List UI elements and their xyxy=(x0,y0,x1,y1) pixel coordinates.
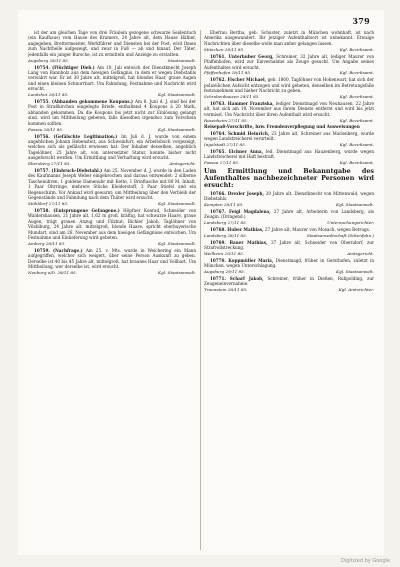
notice-lead: 10763. Hammer Franziska, xyxy=(210,100,276,106)
notice-authority: Kgl. Bezirksamt. xyxy=(339,93,374,99)
notice-footer xyxy=(204,70,374,75)
notice-paragraph xyxy=(28,65,196,92)
notice-text: Dienstmagd, früher in Gersthofen, zuletzt in München, wegen Unterschlagung. xyxy=(204,257,374,269)
notice-place-date: Passau 27/11 85. xyxy=(204,160,240,166)
notice-text: ist der am gleichen Tage von drei Fräulein gezogene schwarze Seidentuch (ein Kaufhaus) vom Hause des Kramers, 24 Jahre alt, dem Hause Häfner, angegeben, Brettermeister, Werkführer und Diensten bei der Post, wird Ihnen zum Nachtheile aufgezeigt, und zwar in Fuß — ab und hinauf. Der Täter, jedenfalls ein junger Bursche, ist zu ermitteln und Anzeige zu erstatten. xyxy=(28,30,196,57)
notice-place-date: Ebersberg 27/11 85. xyxy=(28,161,71,167)
notice-authority: Kgl. Staatsanwalt. xyxy=(158,270,196,276)
notice-place-date: München 28/11 85. xyxy=(204,46,245,52)
notice-footer xyxy=(28,92,196,97)
notice-footer xyxy=(204,160,374,165)
notice-paragraph xyxy=(204,240,374,251)
notice-text: Am 25. v. Mts. wurde in Weichering ein Mann aufgegriffen, welcher sich weigert, über seine Person Auskunft zu geben. Derselbe ist 40 bis 45 Jahre alt, mittelgroß, hat braunes Haar und Vollbart. Um Mittheilung, wer derselbe ist, wird ersucht. xyxy=(28,247,196,270)
notice-place-date: Ingolstadt 27/11 85. xyxy=(204,142,247,148)
notice-footer xyxy=(28,58,196,63)
notice-place-date: Mühldorf 27/11 85. xyxy=(28,201,69,207)
notice-lead: 10759. (Nachfrage.) xyxy=(34,247,86,253)
notice-footer xyxy=(28,270,196,275)
notice-paragraph xyxy=(204,149,374,160)
notice-footer xyxy=(28,127,196,132)
notice-authority: Kgl. Staatsanwalt. xyxy=(158,241,196,247)
notice-place-date: Neuburg a/D. 28/11 85. xyxy=(28,270,77,276)
notice-lead: 10761. Unterhuber Georg, xyxy=(210,53,277,59)
notice-text: Am 8. Juni d. J. sind bei der Post in Straßkirchen eingelegte Briefe, enthaltend 4 Koupons à 20 Mark, abhanden gekommen. Da die Koupons bis jetzt nicht zur Einlösung gelangt sind, wird um Mittheilung gebeten, falls dieselben irgendwo zum Vorschein kommen sollten. xyxy=(28,99,196,126)
notice-paragraph xyxy=(28,134,196,161)
notice-paragraph xyxy=(28,248,196,270)
notice-lead: 10755. (Abhanden gekommene Koupons.) xyxy=(34,99,135,104)
notice-text: 27 Jahre alt, Arbeiterin von Landsberg, als Zeugin. (Dringend.) xyxy=(204,208,374,220)
notice-lead: 10769. Bauer Mathias, xyxy=(210,239,271,245)
notice-paragraph xyxy=(204,209,374,220)
notice-place-date: Landsberg 27/11 85. xyxy=(204,220,248,226)
notice-paragraph xyxy=(28,99,196,126)
notice-authority: Kgl. Staatsanwalt. xyxy=(336,269,374,274)
notice-text: led. Dienstmagd aus Hauzenberg, wurde wegen Landstreicherei mit Haft bestraft. xyxy=(204,148,374,160)
right-column xyxy=(204,30,374,550)
notice-text: Schreiner, 32 Jahre alt, lediger Maurer von Pfaffenhofen, wird zur Einvernahme als Zeuge gesucht. Um Angabe seines Aufenthaltes wird ersucht. xyxy=(204,53,374,70)
notice-place-date: Pfaffenhofen 28/11 85. xyxy=(204,70,252,76)
notice-footer xyxy=(204,142,374,147)
notice-paragraph xyxy=(204,30,374,46)
notice-place-date: Rosenheim 27/11 85. xyxy=(204,117,248,123)
notice-lead: 10770. Koppmüller Maria, xyxy=(210,257,276,263)
notice-paragraph xyxy=(204,191,374,202)
notice-lead: 10762. Fischer Michael, xyxy=(210,77,268,83)
notice-lead: 10766. Drexler Joseph, xyxy=(210,190,266,196)
notice-lead: 10764. Schmid Heinrich, xyxy=(210,130,272,136)
notice-text: Höpfner Konrad, Schneider von Waldershausen, 21 Jahre alt, 1,62 m groß, kräftig, hat schwarze Haare, graue Augen, trägt grauen Anzug und Filzhut; Bichler Jakob, Taglöhner von Vilsbiburg, 24 Jahre alt, mittelgroß, blonde Haare, spricht oberbayerische Mundart, sind am 26. November aus dem hiesigen Gefängnisse entwichen. Um Festnahme und Einlieferung wird gebeten. xyxy=(28,207,196,241)
notice-lead: 10757. (Einbruch-Diebstahl.) xyxy=(34,168,104,173)
notice-place-date: Landsberg 28/11 85. xyxy=(204,232,248,238)
notice-text: lediger Dienstmagd von Neuhausen, 22 Jahre alt, hat sich am 18. November aus ihrem Dienste entfernt und wird bis jetzt vermisst. Um Nachricht über ihren Aufenthalt wird ersucht. xyxy=(204,100,374,117)
notice-text: 20 Jahre alt, Dienstknecht von Mittenwald, wegen Diebstahls. xyxy=(204,190,374,202)
notice-authority: Kgl. Staatsanwalt. xyxy=(158,126,196,132)
notice-footer xyxy=(28,241,196,246)
notice-footer xyxy=(204,269,374,274)
notice-authority: Untersuchungsrichter. xyxy=(327,220,374,226)
notice-paragraph xyxy=(28,208,196,241)
notice-lead: 10754. (Flüchtiger Dieb.) xyxy=(34,64,97,70)
notice-text: 23 Jahre alt, Schreiner aus Marienberg, wurde wegen Landstreicherei verurteilt. xyxy=(204,130,374,142)
notice-footer xyxy=(204,118,374,123)
notice-lead: 10767. Feigl Magdalena, xyxy=(210,208,274,214)
notice-authority: Kgl. Bezirksamt. xyxy=(339,160,374,166)
notice-place-date: Passau 28/11 85. xyxy=(28,126,64,132)
notice-place-date: Augsburg 29/11 85. xyxy=(204,269,246,274)
notice-place-date: Weilheim 29/11 85. xyxy=(204,250,245,256)
notice-lead: 10765. Eichner Anna, xyxy=(210,148,266,154)
notice-text: Am 25. November d. J. wurde in den Laden des Kaufmanns Joseph Weber eingebrochen und daraus entwendet: 2 silberne Taschenuhren, 1 goldene Damenuhr mit Kette, 1 Brieftasche mit 80 M. Inhalt, 1 Paar Ohrringe, mehrere Stücke Kleiderstoff, 3 Paar Stiefel und ein Regenschirm. Vor Ankauf wird gewarnt; um Mittheilung über den Verbleib der Gegenstände und Fahndung nach dem Thäter wird ersucht. xyxy=(28,168,196,201)
notice-lead: 10758. (Entsprungene Gefangene.) xyxy=(34,207,124,213)
notice-place-date: Amberg 28/11 85. xyxy=(28,241,66,247)
notice-place-date: Schrobenhausen 28/11 85. xyxy=(204,93,260,99)
notice-authority: Amtsgericht. xyxy=(347,250,374,256)
notice-authority: Amtsgericht. xyxy=(169,161,196,167)
notice-authority: Staatsanwalt. xyxy=(167,57,196,63)
notice-place-date: Landshut 28/11 85. xyxy=(28,92,69,98)
newspaper-page xyxy=(18,10,384,555)
notice-paragraph xyxy=(204,258,374,269)
notice-authority: Kgl. Bezirksamt. xyxy=(339,142,374,148)
notice-authority: Staatsanwaltschaft (Sittenfahn.) xyxy=(306,232,374,238)
notice-text: Am 10. Juli entwich der Dienstknecht Joseph Lang von Bannholz aus dem hiesigen Gefängnis, in dem er wegen Diebstahls verwahrt war. Er ist 30 Jahre alt, mittelgroß, hat blondes Haar, graue Augen und einen kleinen Schnurrbart. Um Fahndung, Festnahme und Nachricht wird ersucht. xyxy=(28,64,196,92)
notice-paragraph xyxy=(204,276,374,287)
notice-authority: Kgl. Staatsanwalt. xyxy=(158,201,196,207)
notice-footer xyxy=(28,201,196,206)
notice-paragraph xyxy=(28,30,196,57)
google-watermark: Digitized by Google xyxy=(341,558,390,564)
notice-authority: Kgl. Bezirksamt. xyxy=(339,46,374,52)
notice-text: Ehefrau Bertha, geb. Schuster, zuletzt in München wohnhaft, ist nach Amerika ausgewandert. Ihr jetziger Aufenthaltsort ist unbekannt. Etwaige Nachrichten über dieselbe wolle man anher gelangen lassen. xyxy=(204,30,374,46)
notice-authority: Kgl. Staatsanwalt. xyxy=(336,201,374,207)
notice-paragraph xyxy=(204,227,374,232)
notice-lead: 10771. Scharf Jakob, xyxy=(210,275,268,281)
notice-place-date: Augsburg 28/11 85. xyxy=(28,57,70,63)
notice-lead: 10768. Huber Mathias, xyxy=(210,226,266,232)
notice-footer xyxy=(204,47,374,52)
notice-authority: Kgl. Bezirksamt. xyxy=(339,117,374,123)
notice-place-date: Kempten 28/11 85. xyxy=(204,201,244,207)
section-heading: Um Ermittlung und Bekanntgabe des Aufenthaltes nachbezeichneter Personen wird ersucht: xyxy=(204,166,374,189)
notice-authority: Kgl. Amtsrichter. xyxy=(338,287,374,293)
notice-paragraph xyxy=(204,131,374,142)
notice-footer xyxy=(204,251,374,256)
notice-footer xyxy=(28,161,196,166)
notice-footer xyxy=(204,287,374,292)
notice-footer xyxy=(204,202,374,207)
subsection-heading: Reisepaß-Vorschrifte, bzw. Fremdenverpflegung und Ausweisungen xyxy=(204,124,360,130)
column-divider xyxy=(200,30,201,550)
left-column xyxy=(28,30,196,550)
notice-text: 27 Jahre alt, Maurer von Mosach, wegen Betrugs. xyxy=(265,226,371,232)
notice-paragraph xyxy=(204,54,374,70)
notice-lead: 10756. (Gefälschte Legitimation.) xyxy=(34,133,122,139)
notice-footer xyxy=(204,233,374,238)
notice-text: Schreiner, früher in Dießen, Ruhpolding, zur Zeugeneinvernahme. xyxy=(204,275,374,287)
notice-text: Im Juli d. J. wurde von einem angeblichen Johann Hebensteit, aus Schweinfurt, ein Arbeitsbuch vorgezeigt, welches sich als gefälscht erwiesen hat. Der Inhaber desselben, angeblich Tagelöhner, 25 Jahre alt, von untersetzter Statur, konnte bisher nicht ausgeforscht werden. Um Ermittlung und Verhaftung wird ersucht. xyxy=(28,133,196,161)
notice-paragraph xyxy=(204,77,374,93)
notice-paragraph xyxy=(204,101,374,117)
notice-paragraph xyxy=(28,168,196,201)
notice-authority: Kgl. Bezirksamt. xyxy=(339,70,374,76)
notice-place-date: Traunstein 28/11 85. xyxy=(204,287,248,293)
notice-footer xyxy=(204,220,374,225)
notice-text: geb. 1860, Taglöhner von Hohenwart, hat sich der polizeilichen Aufsicht entzogen und wird gebeten, denselben im Betretungsfalle festzunehmen und hieher Nachricht zu geben. xyxy=(204,77,374,94)
page-number: 379 xyxy=(352,16,370,26)
notice-footer xyxy=(204,94,374,99)
notice-text: 37 Jahre alt, Schneider von Oberndorf, zur Strafvollstreckung. xyxy=(204,239,374,251)
notice-authority: Kgl. Staatsanwalt. xyxy=(158,92,196,98)
